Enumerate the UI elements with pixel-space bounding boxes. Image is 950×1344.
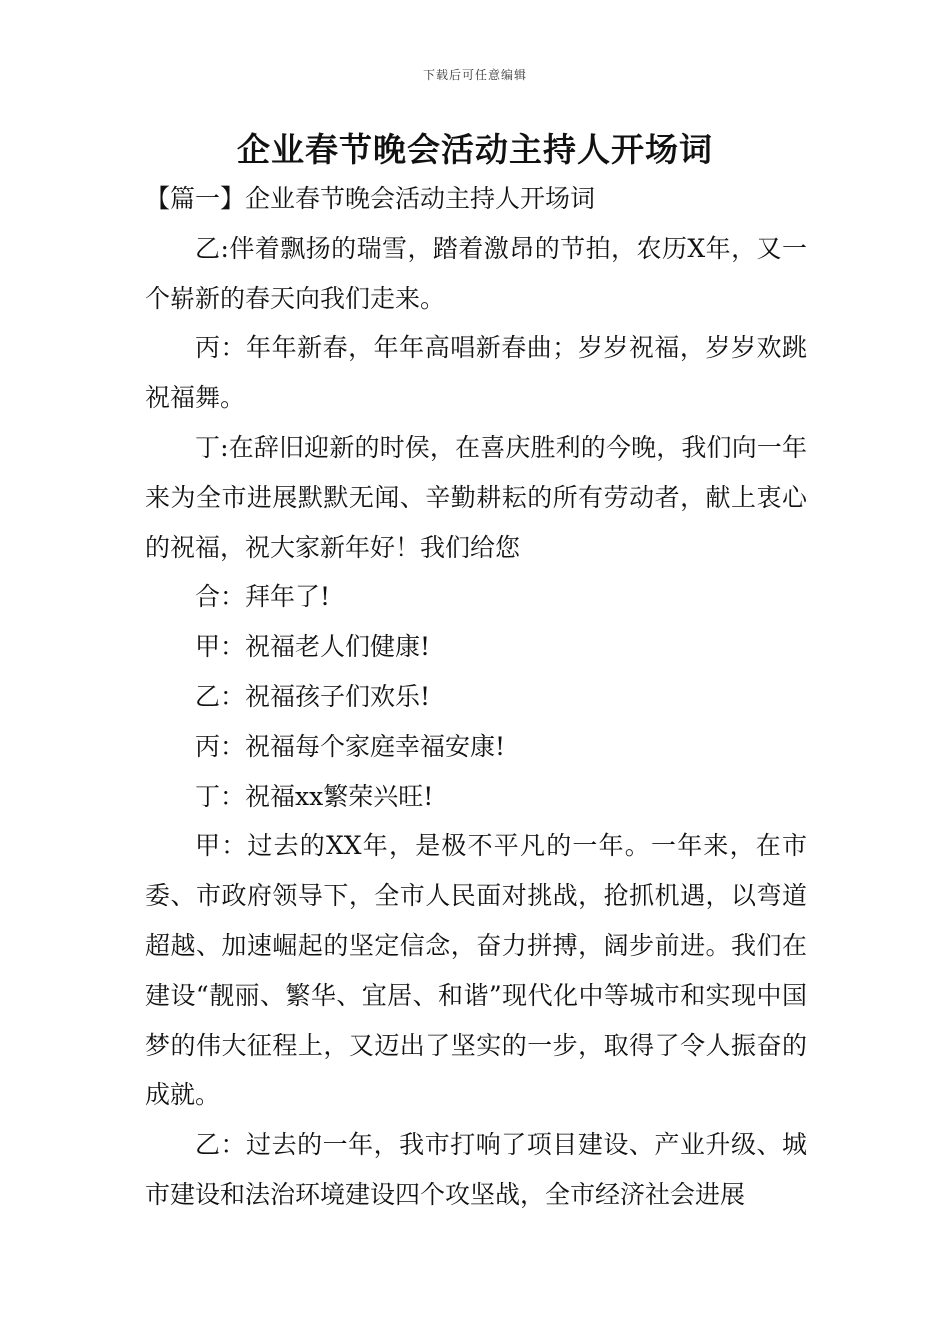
paragraph: 丙：祝福每个家庭幸福安康! [195,731,506,761]
paragraph: 乙:伴着飘扬的瑞雪，踏着激昂的节拍，农历X年，又一个崭新的春天向我们走来。 [145,233,807,313]
section-heading: 【篇一】企业春节晚会活动主持人开场词 [145,184,596,213]
paragraph: 丁：祝福xx繁荣兴旺! [195,781,434,811]
paragraph: 合：拜年了! [195,582,331,612]
paragraph: 乙：祝福孩子们欢乐! [195,681,431,711]
paragraph: 甲：过去的XX年，是极不平凡的一年。一年来，在市委、市政府领导下，全市人民面对挑战，抢抓机遇，以弯道超越、加速崛起的坚定信念，奋力拼搏，阔步前进。我们在建设“靓丽、繁华、宜居、和谐”现代化中等城市和实现中国梦的伟大征程上，又迈出了坚实的一步，取得了令人振奋的成就。 [145,831,807,1110]
paragraph: 丙：年年新春，年年高唱新春曲；岁岁祝福，岁岁欢跳祝福舞。 [145,333,807,413]
paragraph: 丁:在辞旧迎新的时侯，在喜庆胜利的今晚，我们向一年来为全市进展默默无闻、辛勤耕耘的所有劳动者，献上衷心的祝福，祝大家新年好！我们给您 [145,432,807,562]
paragraph: 甲：祝福老人们健康! [195,632,431,662]
header-note: 下载后可任意编辑 [422,68,527,82]
document-body [145,174,807,1220]
document-title: 企业春节晚会活动主持人开场词 [237,130,713,169]
paragraph: 乙：过去的一年，我市打响了项目建设、产业升级、城市建设和法治环境建设四个攻坚战，全市经济社会进展 [145,1130,807,1209]
